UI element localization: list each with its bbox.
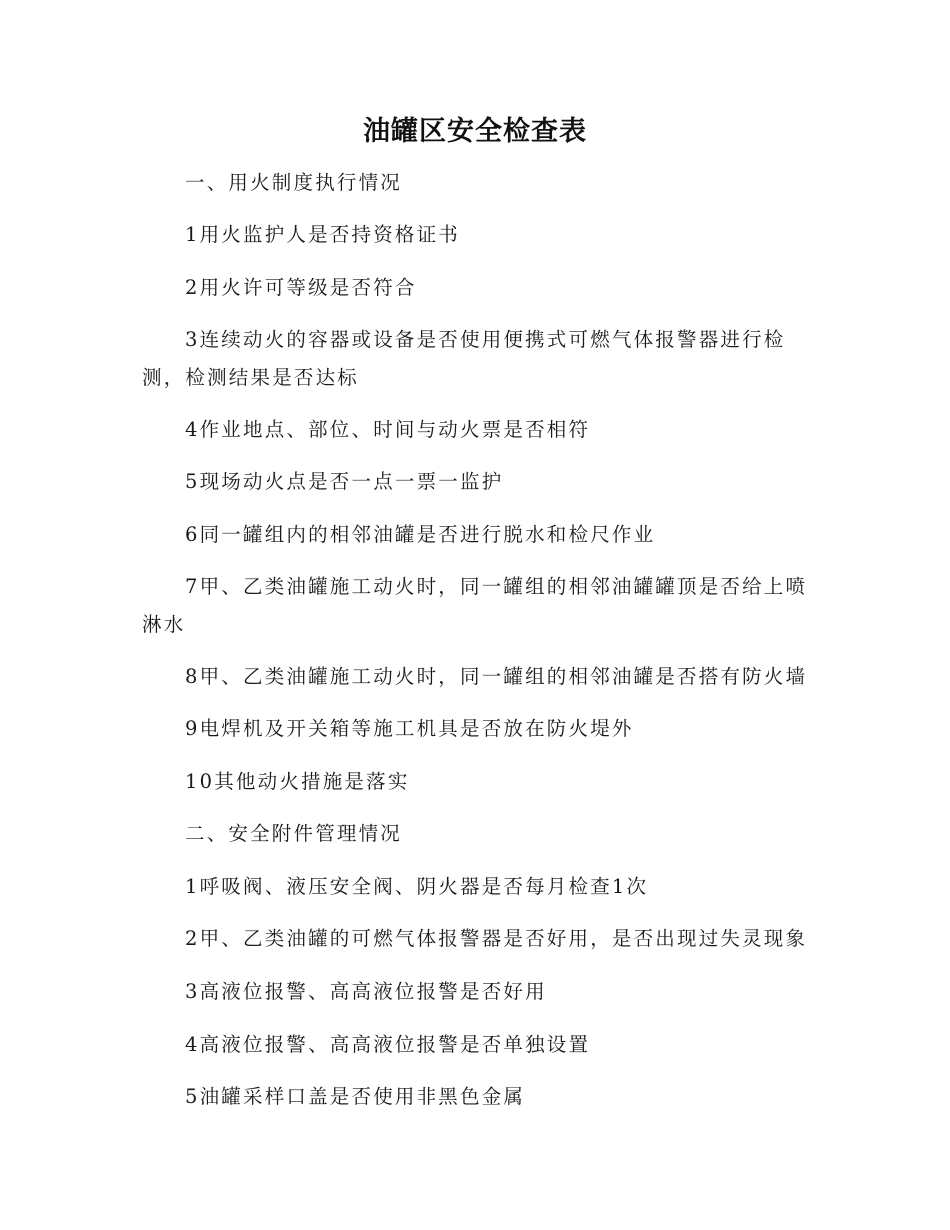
checklist-item: 5油罐采样口盖是否使用非黑色金属 [185, 1085, 526, 1108]
checklist-item: 8甲、乙类油罐施工动火时，同一罐组的相邻油罐是否搭有防火墙 [185, 665, 808, 688]
section-heading-2: 二、安全附件管理情况 [185, 822, 403, 845]
checklist-item: 10其他动火措施是落实 [185, 770, 410, 793]
checklist-item: 3高液位报警、高高液位报警是否好用 [185, 980, 547, 1003]
checklist-item: 3连续动火的容器或设备是否使用便携式可燃气体报警器进行检测，检测结果是否达标 [142, 328, 786, 389]
checklist-item: 7甲、乙类油罐施工动火时，同一罐组的相邻油罐罐顶是否给上喷淋水 [142, 575, 808, 636]
checklist-item: 2用火许可等级是否符合 [185, 276, 417, 299]
checklist-item: 2甲、乙类油罐的可燃气体报警器是否好用，是否出现过失灵现象 [185, 927, 808, 950]
checklist-item: 1用火监护人是否持资格证书 [185, 223, 461, 246]
section-heading-1: 一、用火制度执行情况 [185, 171, 403, 194]
checklist-item: 6同一罐组内的相邻油罐是否进行脱水和检尺作业 [185, 523, 656, 546]
checklist-item: 5现场动火点是否一点一票一监护 [185, 470, 504, 493]
checklist-item: 4作业地点、部位、时间与动火票是否相符 [185, 418, 591, 441]
document-title: 油罐区安全检查表 [363, 116, 587, 147]
checklist-item: 4高液位报警、高高液位报警是否单独设置 [185, 1033, 591, 1056]
checklist-item: 1呼吸阀、液压安全阀、阴火器是否每月检查1次 [185, 875, 649, 898]
checklist-item: 9电焊机及开关箱等施工机具是否放在防火堤外 [185, 717, 634, 740]
